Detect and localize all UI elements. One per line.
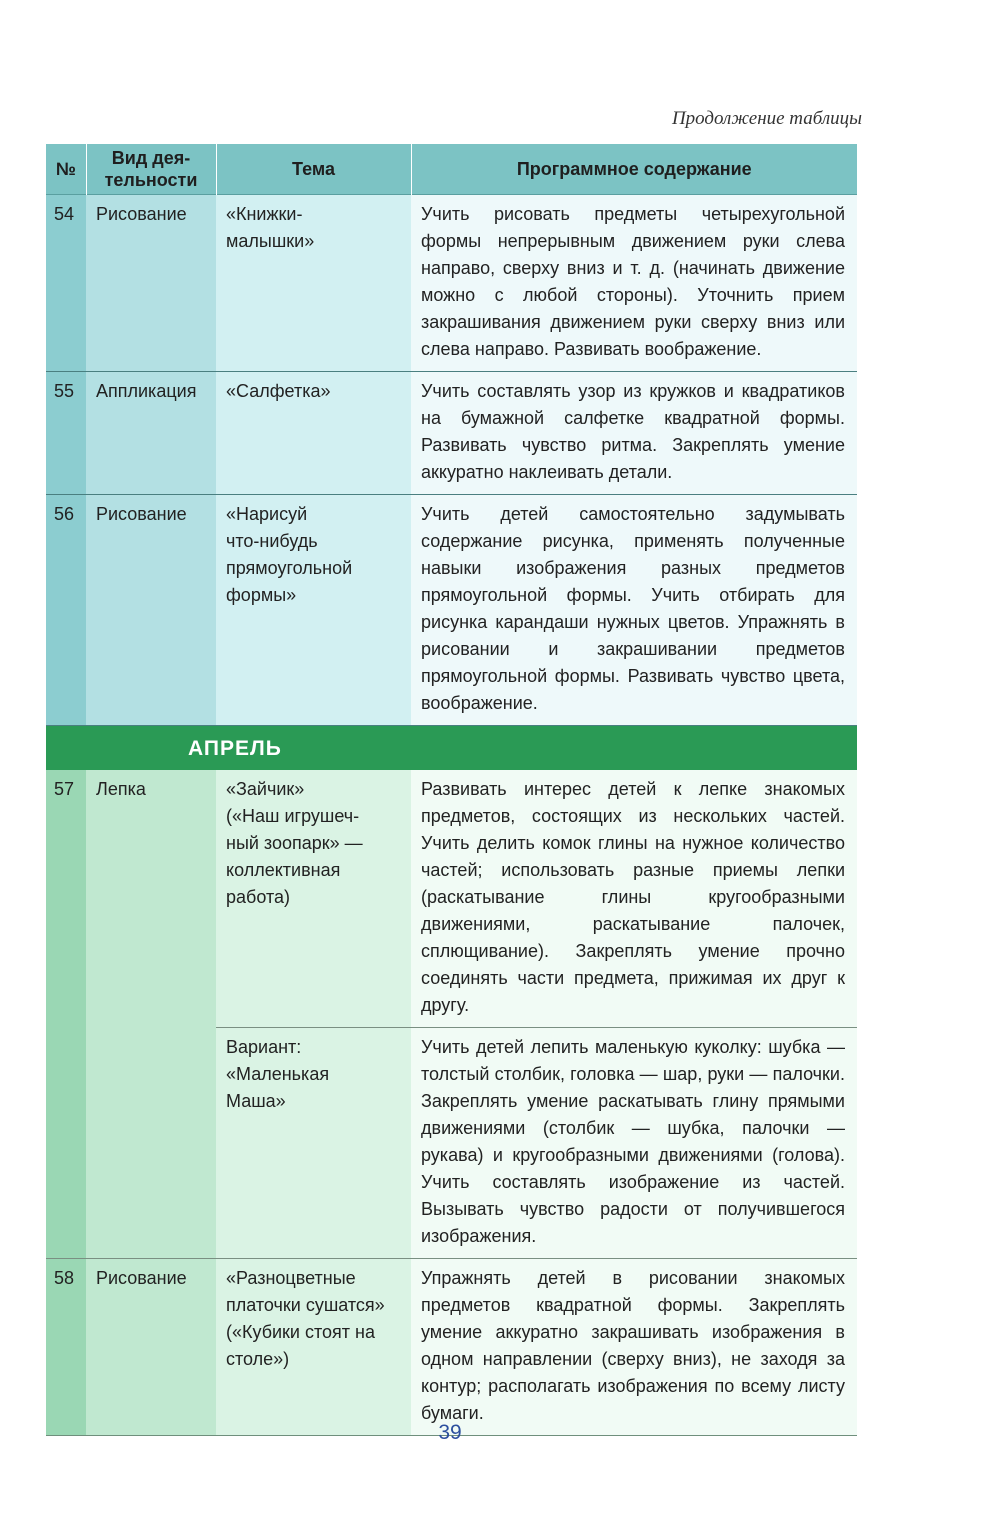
row-theme: «Зайчик» («Наш игрушеч- ный зоопарк» — коллективная работа) [216,770,411,1028]
row-activity: Рисование [86,495,216,726]
program-table [46,144,857,1436]
header-theme: Тема [216,144,411,195]
table-row [46,770,857,1028]
row-theme-variant: Вариант: «Маленькая Маша» [216,1028,411,1259]
table-header-row [46,144,857,195]
row-activity: Лепка [86,770,216,1259]
row-theme: «Салфетка» [216,372,411,495]
row-number: 57 [46,770,86,1259]
header-content: Программное содержание [411,144,857,195]
table-row [46,195,857,372]
row-content: Учить составлять узор из кружков и квадратиков на бумажной салфетке квадратной формы. Развивать чувство ритма. Закреплять умение аккуратно наклеивать детали. [411,372,857,495]
table-row [46,372,857,495]
row-content: Упражнять детей в рисовании знакомых предметов квадратной формы. Закреплять умение аккуратно закрашивать изображения в одном направлении (сверху вниз), не заходя за контур; располагать изображения по всему листу бумаги. [411,1259,857,1436]
header-activity: Вид дея- тельности [86,144,216,195]
month-banner-cell [46,726,857,771]
table-row [46,495,857,726]
month-banner [46,726,857,771]
row-theme: «Разноцветные платочки сушатся» («Кубики стоят на столе») [216,1259,411,1436]
row-content: Развивать интерес детей к лепке знакомых предметов, состоящих из нескольких частей. Учить делить комок глины на нужное количество частей; использовать разные приемы лепки (раскатывание глины кругообразными движениями, раскатывание палочек, сплющивание). Закреплять умение прочно соединять части предмета, прижимая их друг к другу. [411,770,857,1028]
row-number: 58 [46,1259,86,1436]
row-content-variant: Учить детей лепить маленькую куколку: шубка — толстый столбик, головка — шар, руки — палочки. Закреплять умение раскатывать глину прямыми движениями (столбик — шубка, палочки — рукава) и кругообразными движениями (голова). Учить составлять изображение из частей. Вызывать чувство радости от получившегося изображения. [411,1028,857,1259]
header-number: № [46,144,86,195]
row-activity: Аппликация [86,372,216,495]
table-row [46,1259,857,1436]
row-activity: Рисование [86,195,216,372]
row-number: 54 [46,195,86,372]
page-number: 39 [438,1421,462,1444]
row-theme: «Книжки- малышки» [216,195,411,372]
row-content: Учить рисовать предметы четырехугольной формы непрерывным движением руки слева направо, сверху вниз и т. д. (начинать движение можно с любой стороны). Уточнить прием закрашивания движением руки сверху вниз или слева направо. Развивать воображение. [411,195,857,372]
row-content: Учить детей самостоятельно задумывать содержание рисунка, применять полученные навыки изображения разных предметов прямоугольной формы. Учить отбирать для рисунка карандаши нужных цветов. Упражнять в рисовании и закрашивании предметов прямоугольной формы. Развивать чувство цвета, воображение. [411,495,857,726]
month-label: АПРЕЛЬ [188,736,282,760]
row-activity: Рисование [86,1259,216,1436]
continuation-caption: Продолжение таблицы [671,108,862,129]
row-number: 56 [46,495,86,726]
row-theme: «Нарисуй что-нибудь прямоугольной формы» [216,495,411,726]
row-number: 55 [46,372,86,495]
